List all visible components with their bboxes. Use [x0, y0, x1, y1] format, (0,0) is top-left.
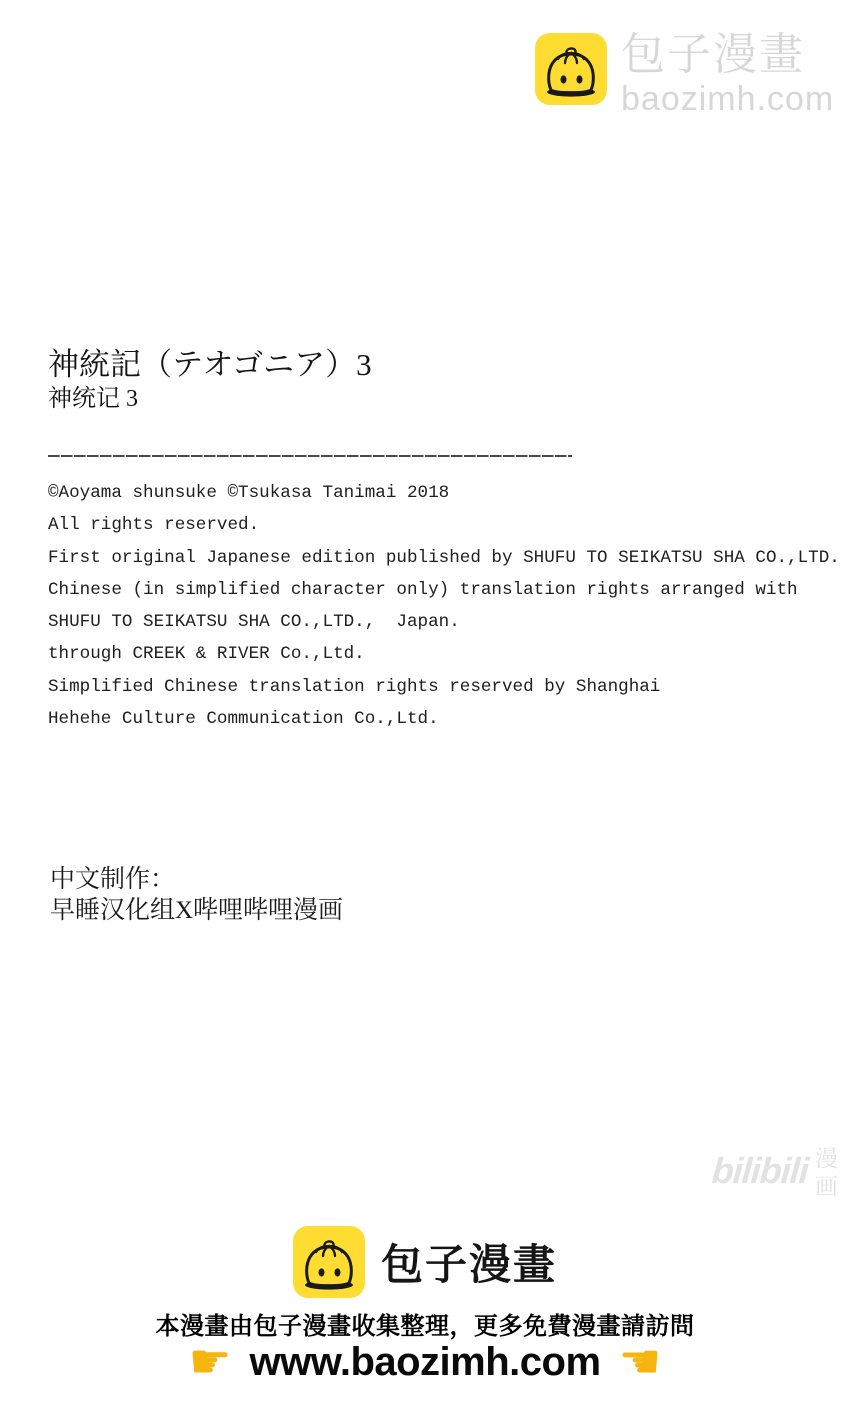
title-block: [48, 344, 372, 412]
copyright-block: [48, 477, 840, 735]
bilibili-logo-text: bilibili: [710, 1150, 810, 1191]
book-title-chinese: 神统记 3: [48, 386, 138, 412]
pointing-right-hand-icon: ☛: [188, 1334, 232, 1390]
footer-brand-text: 包子漫畫: [380, 1241, 557, 1288]
bilibili-manga-char-bottom: 画: [815, 1173, 838, 1199]
copyright-line: Chinese (in simplified character only) translation rights arranged with: [48, 579, 798, 600]
divider-line: [48, 455, 572, 457]
copyright-line: SHUFU TO SEIKATSU SHA CO.,LTD., Japan.: [48, 612, 460, 633]
credits-team: 早睡汉化组X哔哩哔哩漫画: [50, 897, 344, 924]
bilibili-manga-vertical-text: [815, 1144, 838, 1200]
watermark-brand-text: 包子漫畫: [621, 30, 805, 79]
credits-label: 中文制作：: [50, 866, 176, 893]
bilibili-watermark: [712, 1142, 838, 1200]
copyright-line: First original Japanese edition published by SHUFU TO SEIKATSU SHA CO.,LTD.: [48, 547, 840, 568]
footer-url-link[interactable]: www.baozimh.com: [249, 1339, 601, 1384]
header-watermark: [535, 30, 835, 118]
footer-brand: [0, 1226, 850, 1298]
book-title-japanese: 神統記（テオゴニア）3: [48, 347, 372, 382]
copyright-line: All rights reserved.: [48, 515, 260, 536]
baozi-bun-icon: [535, 33, 607, 105]
copyright-line: through CREEK & RIVER Co.,Ltd.: [48, 644, 365, 665]
copyright-line: Simplified Chinese translation rights reserved by Shanghai: [48, 676, 661, 697]
footer-url-row: [0, 1336, 850, 1388]
baozi-bun-icon: [293, 1226, 365, 1298]
credits-block: [50, 864, 343, 926]
footer-notice-text: 本漫畫由包子漫畫收集整理，更多免費漫畫請訪問: [155, 1313, 695, 1340]
pointing-left-hand-icon: ☚: [618, 1334, 662, 1390]
copyright-line: Hehehe Culture Communication Co.,Ltd.: [48, 709, 439, 730]
bilibili-manga-char-top: 漫: [815, 1145, 838, 1171]
copyright-line: ©Aoyama shunsuke ©Tsukasa Tanimai 2018: [48, 483, 450, 503]
watermark-domain-text: baozimh.com: [621, 80, 835, 118]
